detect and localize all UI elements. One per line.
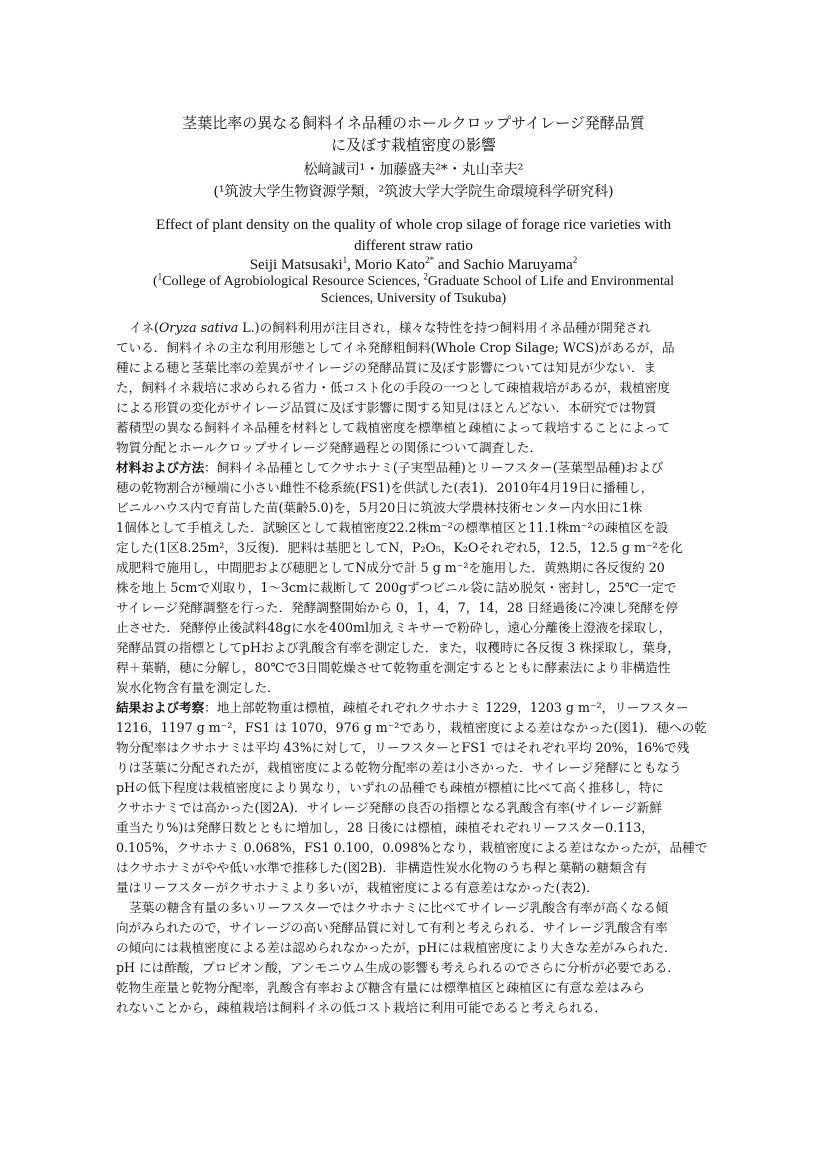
methods-line-text: 定した(1区8.25m²，3反復)．肥料は基肥としてN，P₂O₅，K₂Oそれぞれ5，12.5，12.5 g m⁻²を化 [116, 540, 683, 555]
results-paragraph [116, 698, 718, 898]
results-line-text: りは茎葉に分配されたが，栽植密度による乾物分配率の差は小さかった．サイレージ発酵にともなう [116, 760, 682, 775]
intro-line-text: による形質の変化がサイレージ品質に及ぼす影響に関する知見はほとんどない．本研究では物質 [116, 400, 657, 415]
methods-line [116, 538, 718, 558]
discussion-line [116, 898, 718, 918]
methods-heading: 材料および方法 [116, 460, 205, 475]
methods-line-text: 成肥料で施用し，中間肥および穂肥としてN成分で計 5 g m⁻²を施用した．黄熟期に各反復約 20 [116, 560, 665, 575]
intro-line-text: た，飼料イネ栽培に求められる省力・低コスト化の手段の一つとして疎植栽培があるが，栽植密度 [116, 380, 670, 395]
discussion-line-text: の傾向には栽植密度による差は認められなかったが，pHには栽植密度により大きな差がみられた． [116, 940, 677, 955]
results-line [116, 778, 718, 798]
results-line-text: 物分配率はクサホナミは平均 43%に対して，リーフスターとFS1 ではそれぞれ平均 20%，16%で残 [116, 740, 690, 755]
methods-line [116, 598, 718, 618]
intro-line [116, 418, 718, 438]
discussion-line [116, 918, 718, 938]
results-line-text: クサホナミでは高かった(図2A)．サイレージ発酵の良否の指標となる乳酸含有率(サイレージ新鮮 [116, 800, 662, 815]
results-line-text: はクサホナミがやや低い水準で推移した(図2B)．非構造性炭水化物のうち稈と葉鞘の糖類含有 [116, 860, 647, 875]
methods-line-text: 止させた．発酵停止後試料48gに水を400ml加えミキサーで粉砕し，遠心分離後上澄液を採取し， [116, 620, 672, 635]
japanese-title-line-1: 茎葉比率の異なる飼料イネ品種のホールクロップサイレージ発酵品質 [182, 114, 645, 132]
methods-paragraph [116, 458, 718, 698]
intro-line-text: 物質分配とホールクロップサイレージ発酵過程との関係について調査した． [116, 440, 543, 455]
methods-line-text: 稈＋葉鞘，穂に分解し，80℃で3日間乾燥させて乾物重を測定するとともに酵素法により非構造性 [116, 660, 671, 675]
methods-line [116, 678, 718, 698]
methods-line [116, 618, 718, 638]
intro-line [116, 338, 718, 358]
body-text [116, 318, 718, 1018]
discussion-line-text: pH には酢酸，プロピオン酸，アンモニウム生成の影響も考えられるのでさらに分析が必要である． [116, 960, 680, 975]
results-line [116, 758, 718, 778]
methods-line-text: 穂の乾物割合が極端に小さい雌性不稔系統(FS1)を供試した(表1)．2010年4月19日に播種し， [116, 480, 654, 495]
intro-line [116, 398, 718, 418]
discussion-line-text: 向がみられたので，サイレージの高い発酵品質に対して有利と考えられる．サイレージ乳酸含有率 [116, 920, 668, 935]
results-line [116, 818, 718, 838]
english-affiliation-line-1 [120, 273, 707, 290]
results-line-text: pHの低下程度は栽植密度により異なり，いずれの品種でも疎植が標植に比べて高く推移し，特に [116, 780, 664, 795]
methods-line-text: 1個体として手植えした．試験区として栽植密度22.2株m⁻²の標準植区と11.1株m⁻²の疎植区を設 [116, 520, 669, 535]
english-affiliation [120, 273, 707, 307]
intro-line [116, 358, 718, 378]
affil-2: Graduate School of Life and Environmental [427, 274, 675, 289]
affil-1: College of Agrobiological Resource Sciences, [162, 274, 424, 289]
results-line [116, 878, 718, 898]
intro-line-text: イネ(Oryza sativa L.)の飼料利用が注目され，様々な特性を持つ飼料用イネ品種が開発され [129, 320, 651, 335]
results-line-text: 1216，1197 g m⁻²，FS1 は 1070，976 g m⁻²であり，栽植密度による差はなかった(図1)．穂への乾 [116, 720, 707, 735]
methods-line [116, 638, 718, 658]
methods-line [116, 498, 718, 518]
author-3-affil-mark: 2 [572, 255, 578, 265]
english-title-line-1: Effect of plant density on the quality of whole crop silage of forage rice varieties with [156, 217, 671, 233]
discussion-line-text: れないことから，疎植栽培は飼料イネの低コスト栽培に利用可能であると考えられる． [116, 1000, 608, 1015]
results-line-text: 重当たり%)は発酵日数とともに増加し，28 日後には標植，疎植それぞれリーフスター0.113， [116, 820, 654, 835]
discussion-paragraph [116, 898, 718, 1018]
author-1: Seiji Matsusaki [249, 257, 343, 273]
introduction-paragraph [116, 318, 718, 458]
results-line [116, 738, 718, 758]
intro-line [116, 378, 718, 398]
results-line [116, 698, 718, 718]
english-affiliation-line-2: Sciences, University of Tsukuba) [320, 291, 507, 306]
english-title-line-2: different straw ratio [354, 238, 473, 254]
methods-line-text: サイレージ発酵調整を行った．発酵調整開始から 0，1，4，7，14，28 日経過後に冷凍し発酵を停 [116, 600, 679, 615]
discussion-line [116, 958, 718, 978]
methods-line [116, 478, 718, 498]
methods-line-text: ビニルハウス内で育苗した苗(葉齢5.0)を，5月20日に筑波大学農林技術センター内水田に1株 [116, 500, 643, 515]
discussion-line [116, 998, 718, 1018]
english-title [100, 215, 727, 257]
english-authors [100, 255, 727, 275]
methods-line [116, 558, 718, 578]
intro-line-text: 種による穂と茎葉比率の差異がサイレージの発酵品質に及ぼす影響については知見が少ない．ま [116, 360, 657, 375]
discussion-line-text: 乾物生産量と乾物分配率，乳酸含有率および糖含有量には標準植区と疎植区に有意な差はみら [116, 980, 645, 995]
results-line-text: 量はリーフスターがクサホナミより多いが，栽植密度による有意差はなかった(表2)． [116, 880, 599, 895]
intro-line-text: ている．飼料イネの主な利用形態としてイネ発酵粗飼料(Whole Crop Silage; WCS)があるが，品 [116, 340, 675, 355]
author-2: , Morio Kato [347, 257, 426, 273]
methods-line [116, 458, 718, 478]
author-3: and Sachio Maruyama [434, 257, 573, 273]
japanese-authors: 松﨑誠司¹・加藤盛夫²*・丸山幸夫² [303, 162, 524, 178]
japanese-title-line-2: に及ぼす栽植密度の影響 [330, 136, 496, 154]
japanese-affiliation: (¹筑波大学生物資源学類，²筑波大学大学院生命環境科学研究科) [213, 184, 614, 200]
results-line [116, 718, 718, 738]
results-heading: 結果および考察 [116, 700, 205, 715]
japanese-title [100, 112, 727, 156]
discussion-line [116, 978, 718, 998]
results-line-text: 0.105%，クサホナミ 0.068%，FS1 0.100，0.098%となり，栽植密度による差はなかったが，品種で [116, 840, 708, 855]
discussion-line-text: 茎葉の糖含有量の多いリーフスターではクサホナミに比べてサイレージ乳酸含有率が高くなる傾 [129, 900, 669, 915]
affil-1-mark: 1 [157, 271, 163, 282]
results-line [116, 858, 718, 878]
author-2-affil-mark: 2* [425, 255, 435, 265]
methods-line [116, 578, 718, 598]
results-line [116, 838, 718, 858]
methods-line-text: ：飼料イネ品種としてクサホナミ(子実型品種)とリーフスター(茎葉型品種)および [204, 460, 664, 475]
intro-line [116, 318, 718, 338]
methods-line-text: 発酵品質の指標としてpHおよび乳酸含有率を測定した．また，収穫時に各反復 3 株採取し，葉身， [116, 640, 681, 655]
methods-line-text: 株を地上 5cmで刈取り，1～3cmに裁断して 200gずつビニル袋に詰め脱気・密封し，25℃一定で [116, 580, 677, 595]
intro-line [116, 438, 718, 458]
results-line-text: ：地上部乾物重は標植，疎植それぞれクサホナミ 1229，1203 g m⁻²，リーフスター [204, 700, 689, 715]
affil-2-mark: 2 [423, 271, 428, 282]
discussion-line [116, 938, 718, 958]
methods-line [116, 518, 718, 538]
methods-line-text: 炭水化物含有量を測定した． [116, 680, 280, 695]
methods-line [116, 658, 718, 678]
affil-open-paren: ( [152, 274, 158, 289]
intro-line-text: 蓄積型の異なる飼料イネ品種を材料として栽植密度を標準植と疎植によって栽培することによって [116, 420, 670, 435]
results-line [116, 798, 718, 818]
author-1-affil-mark: 1 [342, 255, 348, 265]
